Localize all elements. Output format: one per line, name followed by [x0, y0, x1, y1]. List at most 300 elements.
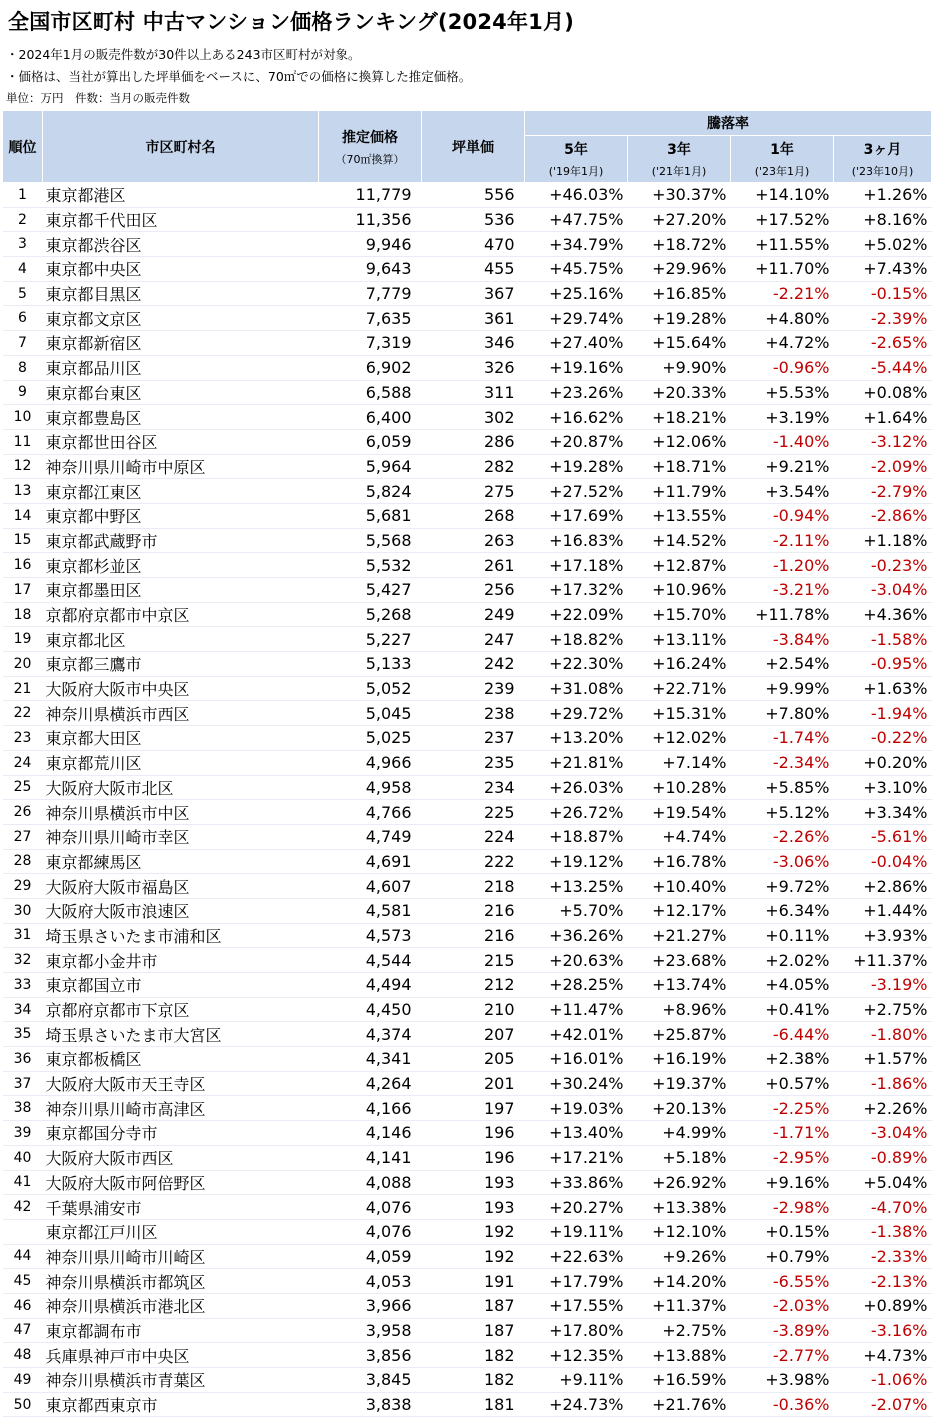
cell-change-5y: +16.62%: [525, 405, 628, 430]
cell-change-3y: +12.87%: [628, 553, 731, 578]
cell-change-5y: +9.11%: [525, 1368, 628, 1393]
cell-change-3m: -1.38%: [834, 1219, 932, 1244]
cell-unit-price: 197: [422, 1096, 525, 1121]
table-row: [3, 479, 932, 504]
cell-unit-price: 196: [422, 1145, 525, 1170]
cell-change-3m: +2.26%: [834, 1096, 932, 1121]
cell-change-5y: +12.35%: [525, 1343, 628, 1368]
cell-price: 4,341: [319, 1047, 422, 1072]
cell-change-3m: -3.16%: [834, 1318, 932, 1343]
table-row: [3, 578, 932, 603]
cell-change-3y: +11.37%: [628, 1293, 731, 1318]
cell-change-3m: -2.65%: [834, 331, 932, 356]
cell-change-5y: +31.08%: [525, 676, 628, 701]
table-row: [3, 726, 932, 751]
cell-rank: 48: [3, 1343, 43, 1368]
cell-change-1y: -1.71%: [731, 1121, 834, 1146]
cell-unit-price: 196: [422, 1121, 525, 1146]
cell-rank: 25: [3, 775, 43, 800]
cell-change-1y: +4.05%: [731, 973, 834, 998]
cell-rank: 27: [3, 824, 43, 849]
header-period-1y: [731, 136, 834, 183]
table-row: [3, 652, 932, 677]
cell-name: 東京都世田谷区: [43, 429, 319, 454]
cell-price: 5,268: [319, 602, 422, 627]
cell-price: 5,045: [319, 701, 422, 726]
cell-name: 東京都台東区: [43, 380, 319, 405]
table-row: [3, 257, 932, 282]
cell-change-3y: +18.21%: [628, 405, 731, 430]
cell-unit-price: 216: [422, 923, 525, 948]
cell-change-1y: +17.52%: [731, 207, 834, 232]
cell-change-3y: +30.37%: [628, 183, 731, 208]
cell-change-5y: +25.16%: [525, 281, 628, 306]
cell-rank: 36: [3, 1047, 43, 1072]
cell-unit-price: 193: [422, 1170, 525, 1195]
cell-rank: 42: [3, 1195, 43, 1220]
header-period-label: 1年: [770, 142, 794, 158]
cell-name: 東京都荒川区: [43, 750, 319, 775]
cell-change-1y: -3.21%: [731, 578, 834, 603]
cell-rank: 14: [3, 503, 43, 528]
cell-price: 4,146: [319, 1121, 422, 1146]
cell-change-1y: +14.10%: [731, 183, 834, 208]
cell-change-1y: -2.95%: [731, 1145, 834, 1170]
header-period-label: 3ヶ月: [863, 142, 902, 158]
cell-name: 神奈川県川崎市高津区: [43, 1096, 319, 1121]
header-price-label: 推定価格: [342, 129, 398, 146]
cell-unit-price: 224: [422, 824, 525, 849]
cell-change-3y: +9.26%: [628, 1244, 731, 1269]
cell-change-1y: +3.54%: [731, 479, 834, 504]
table-row: [3, 1145, 932, 1170]
header-period-3y: [628, 136, 731, 183]
cell-name: 東京都調布市: [43, 1318, 319, 1343]
cell-unit-price: 237: [422, 726, 525, 751]
cell-name: 東京都港区: [43, 183, 319, 208]
cell-change-1y: +9.99%: [731, 676, 834, 701]
cell-change-3m: +1.44%: [834, 898, 932, 923]
cell-price: 3,838: [319, 1392, 422, 1417]
table-row: [3, 503, 932, 528]
cell-change-5y: +18.82%: [525, 627, 628, 652]
cell-rank: 41: [3, 1170, 43, 1195]
cell-change-5y: +30.24%: [525, 1071, 628, 1096]
cell-change-1y: -0.94%: [731, 503, 834, 528]
cell-change-1y: +9.72%: [731, 874, 834, 899]
cell-name: 東京都武蔵野市: [43, 528, 319, 553]
cell-change-5y: +27.40%: [525, 331, 628, 356]
cell-change-3y: +4.74%: [628, 824, 731, 849]
cell-change-3y: +13.74%: [628, 973, 731, 998]
table-row: [3, 701, 932, 726]
cell-change-3m: -0.95%: [834, 652, 932, 677]
cell-change-1y: +5.12%: [731, 800, 834, 825]
cell-rank: 19: [3, 627, 43, 652]
cell-change-5y: +17.21%: [525, 1145, 628, 1170]
cell-change-1y: -3.84%: [731, 627, 834, 652]
cell-change-1y: +5.85%: [731, 775, 834, 800]
cell-change-5y: +17.79%: [525, 1269, 628, 1294]
cell-change-5y: +45.75%: [525, 257, 628, 282]
table-row: [3, 232, 932, 257]
cell-rank: 11: [3, 429, 43, 454]
cell-change-5y: +29.72%: [525, 701, 628, 726]
cell-change-5y: +13.20%: [525, 726, 628, 751]
cell-name: 埼玉県さいたま市浦和区: [43, 923, 319, 948]
cell-name: 兵庫県神戸市中央区: [43, 1343, 319, 1368]
cell-change-3m: -5.44%: [834, 355, 932, 380]
cell-name: 東京都中央区: [43, 257, 319, 282]
cell-change-3m: +3.93%: [834, 923, 932, 948]
cell-change-3y: +20.13%: [628, 1096, 731, 1121]
header-period-sub: ('23年1月): [754, 165, 810, 178]
cell-rank: 28: [3, 849, 43, 874]
cell-price: 7,319: [319, 331, 422, 356]
cell-unit-price: 207: [422, 1022, 525, 1047]
cell-change-3y: +16.19%: [628, 1047, 731, 1072]
cell-change-3y: +16.24%: [628, 652, 731, 677]
unit-note: 単位：万円 件数：当月の販売件数: [6, 91, 190, 105]
header-period-label: 3年: [667, 142, 691, 158]
cell-price: 11,779: [319, 183, 422, 208]
cell-change-5y: +19.11%: [525, 1219, 628, 1244]
cell-rank: 46: [3, 1293, 43, 1318]
cell-unit-price: 235: [422, 750, 525, 775]
cell-change-3m: +7.43%: [834, 257, 932, 282]
cell-change-1y: -2.77%: [731, 1343, 834, 1368]
cell-change-3m: -3.19%: [834, 973, 932, 998]
cell-change-3m: -0.04%: [834, 849, 932, 874]
cell-name: 東京都練馬区: [43, 849, 319, 874]
table-row: [3, 923, 932, 948]
cell-change-1y: +0.57%: [731, 1071, 834, 1096]
cell-name: 神奈川県川崎市幸区: [43, 824, 319, 849]
cell-change-5y: +20.63%: [525, 948, 628, 973]
cell-change-3m: -2.33%: [834, 1244, 932, 1269]
table-row: [3, 528, 932, 553]
table-row: [3, 1293, 932, 1318]
cell-rank: 7: [3, 331, 43, 356]
cell-change-3m: -1.94%: [834, 701, 932, 726]
cell-change-5y: +13.25%: [525, 874, 628, 899]
table-row: [3, 1096, 932, 1121]
cell-change-3y: +19.28%: [628, 306, 731, 331]
cell-name: 大阪府大阪市天王寺区: [43, 1071, 319, 1096]
cell-name: 埼玉県さいたま市大宮区: [43, 1022, 319, 1047]
cell-rank: 4: [3, 257, 43, 282]
cell-change-1y: -2.03%: [731, 1293, 834, 1318]
cell-unit-price: 182: [422, 1343, 525, 1368]
cell-rank: 49: [3, 1368, 43, 1393]
cell-price: 6,059: [319, 429, 422, 454]
header-period-5y: [525, 136, 628, 183]
cell-change-3m: +2.86%: [834, 874, 932, 899]
cell-rank: 1: [3, 183, 43, 208]
cell-change-3m: +1.64%: [834, 405, 932, 430]
cell-price: 4,059: [319, 1244, 422, 1269]
cell-unit-price: 326: [422, 355, 525, 380]
cell-name: 大阪府大阪市浪速区: [43, 898, 319, 923]
cell-change-3y: +26.92%: [628, 1170, 731, 1195]
cell-change-1y: +7.80%: [731, 701, 834, 726]
cell-change-5y: +16.83%: [525, 528, 628, 553]
cell-change-1y: -0.36%: [731, 1392, 834, 1417]
cell-price: 5,227: [319, 627, 422, 652]
cell-change-5y: +29.74%: [525, 306, 628, 331]
cell-rank: [3, 1219, 43, 1244]
cell-change-3m: +4.73%: [834, 1343, 932, 1368]
cell-change-3m: +3.10%: [834, 775, 932, 800]
cell-change-3m: +1.63%: [834, 676, 932, 701]
cell-name: 東京都大田区: [43, 726, 319, 751]
cell-unit-price: 234: [422, 775, 525, 800]
cell-change-1y: +2.38%: [731, 1047, 834, 1072]
cell-change-3y: +21.27%: [628, 923, 731, 948]
cell-price: 3,845: [319, 1368, 422, 1393]
header-price-sub: （70㎡換算）: [335, 152, 405, 166]
cell-change-3m: -2.09%: [834, 454, 932, 479]
cell-rank: 37: [3, 1071, 43, 1096]
table-header: [3, 111, 932, 183]
cell-name: 神奈川県川崎市中原区: [43, 454, 319, 479]
cell-change-1y: +5.53%: [731, 380, 834, 405]
cell-rank: 2: [3, 207, 43, 232]
cell-change-3m: +5.04%: [834, 1170, 932, 1195]
cell-change-1y: +9.21%: [731, 454, 834, 479]
cell-rank: 10: [3, 405, 43, 430]
cell-rank: 30: [3, 898, 43, 923]
table-row: [3, 207, 932, 232]
cell-change-3m: +1.18%: [834, 528, 932, 553]
header-period-3m: [834, 136, 932, 183]
table-row: [3, 1269, 932, 1294]
table-row: [3, 676, 932, 701]
cell-change-3m: -4.70%: [834, 1195, 932, 1220]
cell-name: 大阪府大阪市西区: [43, 1145, 319, 1170]
cell-name: 東京都江東区: [43, 479, 319, 504]
cell-name: 神奈川県川崎市川崎区: [43, 1244, 319, 1269]
cell-unit-price: 181: [422, 1392, 525, 1417]
cell-unit-price: 275: [422, 479, 525, 504]
cell-rank: 47: [3, 1318, 43, 1343]
cell-change-3y: +23.68%: [628, 948, 731, 973]
cell-change-3m: +0.08%: [834, 380, 932, 405]
cell-name: 東京都中野区: [43, 503, 319, 528]
cell-change-3y: +21.76%: [628, 1392, 731, 1417]
cell-change-3y: +5.18%: [628, 1145, 731, 1170]
cell-unit-price: 256: [422, 578, 525, 603]
cell-change-3y: +25.87%: [628, 1022, 731, 1047]
cell-change-1y: -1.40%: [731, 429, 834, 454]
cell-price: 4,958: [319, 775, 422, 800]
cell-price: 5,052: [319, 676, 422, 701]
cell-rank: 35: [3, 1022, 43, 1047]
cell-rank: 29: [3, 874, 43, 899]
cell-change-3y: +13.38%: [628, 1195, 731, 1220]
table-row: [3, 874, 932, 899]
cell-change-1y: +0.79%: [731, 1244, 834, 1269]
cell-change-3m: +3.34%: [834, 800, 932, 825]
cell-price: 4,374: [319, 1022, 422, 1047]
cell-change-3m: -2.13%: [834, 1269, 932, 1294]
cell-name: 京都府京都市下京区: [43, 997, 319, 1022]
cell-price: 4,264: [319, 1071, 422, 1096]
header-name: 市区町村名: [43, 111, 319, 183]
cell-change-3m: +11.37%: [834, 948, 932, 973]
cell-unit-price: 242: [422, 652, 525, 677]
cell-unit-price: 536: [422, 207, 525, 232]
cell-change-5y: +19.28%: [525, 454, 628, 479]
cell-unit-price: 201: [422, 1071, 525, 1096]
cell-name: 神奈川県横浜市中区: [43, 800, 319, 825]
table-row: [3, 775, 932, 800]
cell-price: 4,581: [319, 898, 422, 923]
cell-unit-price: 238: [422, 701, 525, 726]
cell-unit-price: 282: [422, 454, 525, 479]
cell-change-5y: +16.01%: [525, 1047, 628, 1072]
cell-change-1y: +0.11%: [731, 923, 834, 948]
cell-change-1y: +0.15%: [731, 1219, 834, 1244]
header-period-label: 5年: [564, 142, 588, 158]
cell-price: 6,400: [319, 405, 422, 430]
cell-change-1y: +11.55%: [731, 232, 834, 257]
cell-change-3m: -2.79%: [834, 479, 932, 504]
cell-change-1y: +3.98%: [731, 1368, 834, 1393]
cell-name: 神奈川県横浜市港北区: [43, 1293, 319, 1318]
table-row: [3, 183, 932, 208]
cell-change-5y: +21.81%: [525, 750, 628, 775]
cell-change-3m: -1.80%: [834, 1022, 932, 1047]
cell-change-1y: +2.54%: [731, 652, 834, 677]
cell-change-3m: +2.75%: [834, 997, 932, 1022]
cell-change-1y: -2.25%: [731, 1096, 834, 1121]
cell-name: 大阪府大阪市福島区: [43, 874, 319, 899]
table-row: [3, 1022, 932, 1047]
cell-price: 4,544: [319, 948, 422, 973]
cell-unit-price: 212: [422, 973, 525, 998]
cell-change-5y: +19.16%: [525, 355, 628, 380]
cell-change-3y: +4.99%: [628, 1121, 731, 1146]
cell-price: 4,749: [319, 824, 422, 849]
table-row: [3, 1392, 932, 1417]
cell-rank: 26: [3, 800, 43, 825]
cell-price: 11,356: [319, 207, 422, 232]
cell-change-3y: +15.31%: [628, 701, 731, 726]
cell-change-5y: +17.32%: [525, 578, 628, 603]
cell-price: 5,824: [319, 479, 422, 504]
cell-change-3y: +12.10%: [628, 1219, 731, 1244]
cell-change-3y: +10.40%: [628, 874, 731, 899]
cell-rank: 9: [3, 380, 43, 405]
cell-change-5y: +28.25%: [525, 973, 628, 998]
cell-unit-price: 222: [422, 849, 525, 874]
cell-price: 4,691: [319, 849, 422, 874]
cell-change-5y: +19.03%: [525, 1096, 628, 1121]
cell-change-3m: +1.26%: [834, 183, 932, 208]
cell-rank: 6: [3, 306, 43, 331]
cell-change-3m: -3.04%: [834, 1121, 932, 1146]
table-row: [3, 898, 932, 923]
cell-rank: 18: [3, 602, 43, 627]
cell-price: 4,766: [319, 800, 422, 825]
cell-unit-price: 249: [422, 602, 525, 627]
cell-change-3y: +11.79%: [628, 479, 731, 504]
table-row: [3, 997, 932, 1022]
cell-change-1y: -6.44%: [731, 1022, 834, 1047]
cell-unit-price: 361: [422, 306, 525, 331]
cell-change-3y: +12.17%: [628, 898, 731, 923]
cell-rank: 15: [3, 528, 43, 553]
cell-change-3y: +15.64%: [628, 331, 731, 356]
cell-change-5y: +26.03%: [525, 775, 628, 800]
cell-change-5y: +20.87%: [525, 429, 628, 454]
cell-rank: 8: [3, 355, 43, 380]
table-row: [3, 306, 932, 331]
cell-name: 東京都西東京市: [43, 1392, 319, 1417]
cell-price: 5,133: [319, 652, 422, 677]
cell-change-3m: -2.39%: [834, 306, 932, 331]
cell-change-5y: +22.09%: [525, 602, 628, 627]
table-row: [3, 281, 932, 306]
table-row: [3, 355, 932, 380]
cell-change-3y: +19.37%: [628, 1071, 731, 1096]
cell-unit-price: 218: [422, 874, 525, 899]
cell-unit-price: 346: [422, 331, 525, 356]
table-row: [3, 948, 932, 973]
cell-change-1y: +2.02%: [731, 948, 834, 973]
cell-price: 4,966: [319, 750, 422, 775]
cell-name: 東京都国分寺市: [43, 1121, 319, 1146]
cell-rank: 24: [3, 750, 43, 775]
cell-name: 大阪府大阪市阿倍野区: [43, 1170, 319, 1195]
cell-unit-price: 225: [422, 800, 525, 825]
table-row: [3, 849, 932, 874]
cell-name: 京都府京都市中京区: [43, 602, 319, 627]
table-row: [3, 1368, 932, 1393]
cell-change-3y: +13.88%: [628, 1343, 731, 1368]
cell-change-1y: -2.98%: [731, 1195, 834, 1220]
cell-price: 4,573: [319, 923, 422, 948]
cell-price: 5,681: [319, 503, 422, 528]
cell-price: 5,025: [319, 726, 422, 751]
page-title: 全国市区町村 中古マンション価格ランキング(2024年1月): [8, 10, 574, 34]
cell-change-3m: +1.57%: [834, 1047, 932, 1072]
cell-unit-price: 187: [422, 1293, 525, 1318]
cell-price: 3,958: [319, 1318, 422, 1343]
cell-price: 6,588: [319, 380, 422, 405]
cell-name: 東京都杉並区: [43, 553, 319, 578]
cell-unit-price: 239: [422, 676, 525, 701]
cell-price: 4,141: [319, 1145, 422, 1170]
header-period-sub: ('19年1月): [548, 165, 604, 178]
cell-rank: 22: [3, 701, 43, 726]
cell-unit-price: 215: [422, 948, 525, 973]
cell-change-3m: -3.12%: [834, 429, 932, 454]
cell-rank: 12: [3, 454, 43, 479]
cell-change-5y: +23.26%: [525, 380, 628, 405]
cell-change-1y: -1.20%: [731, 553, 834, 578]
cell-rank: 16: [3, 553, 43, 578]
cell-unit-price: 187: [422, 1318, 525, 1343]
cell-change-3y: +27.20%: [628, 207, 731, 232]
cell-change-5y: +26.72%: [525, 800, 628, 825]
cell-change-1y: -2.34%: [731, 750, 834, 775]
cell-name: 東京都江戸川区: [43, 1219, 319, 1244]
cell-change-1y: +6.34%: [731, 898, 834, 923]
cell-price: 4,053: [319, 1269, 422, 1294]
cell-name: 東京都北区: [43, 627, 319, 652]
